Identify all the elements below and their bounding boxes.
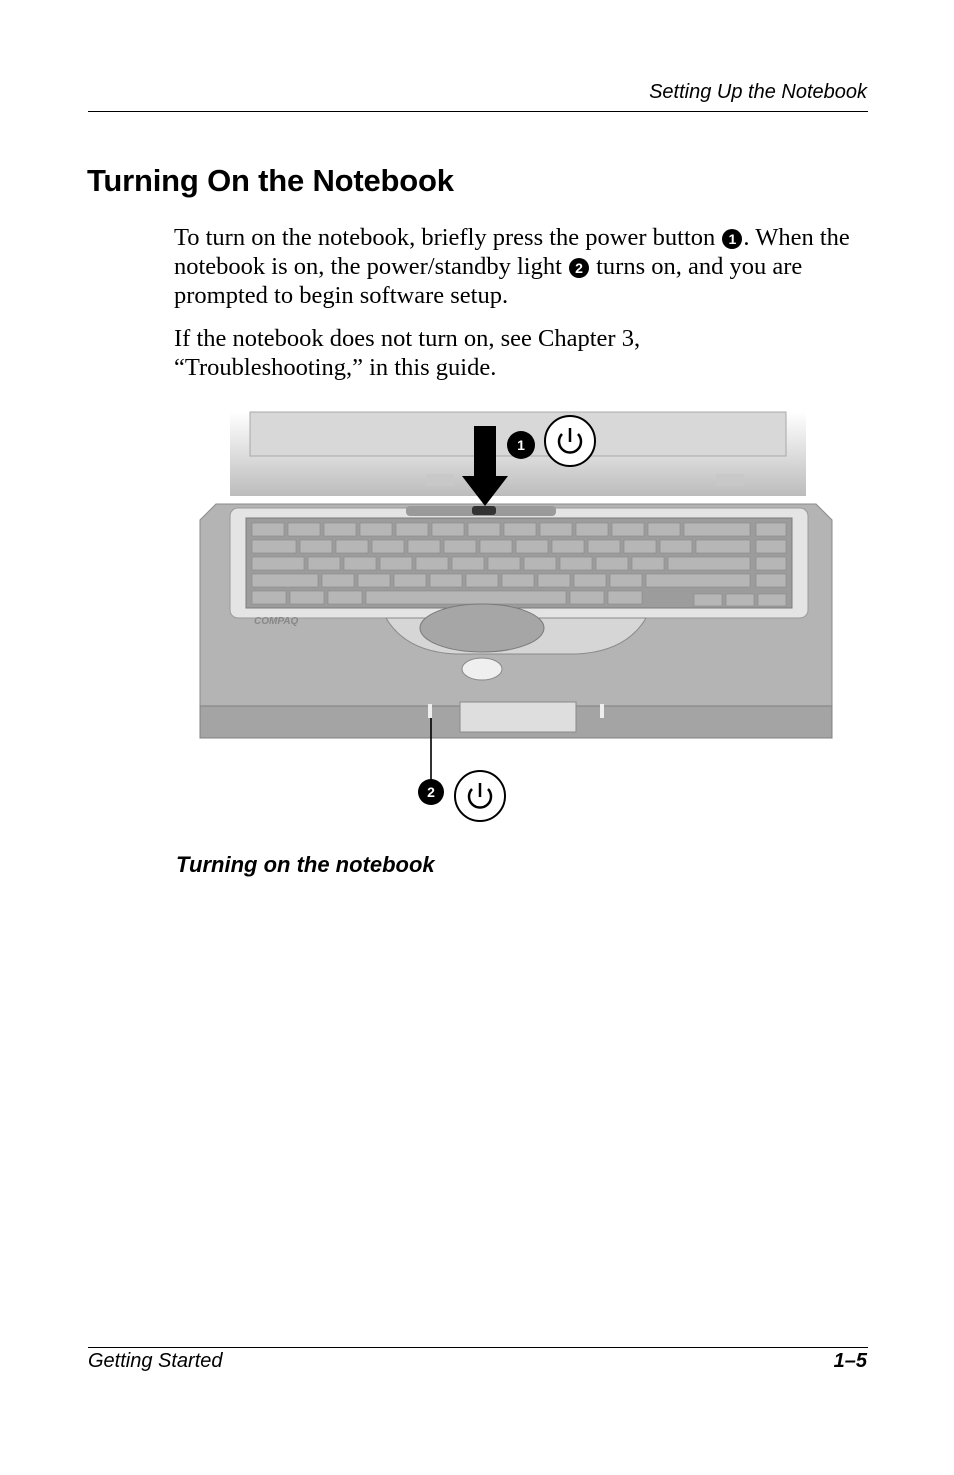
section-title: Turning On the Notebook <box>87 163 454 198</box>
notebook-illustration <box>196 408 838 828</box>
paragraph-power-on <box>174 223 874 310</box>
touchpad <box>420 604 544 652</box>
callout-1-ref: 1 <box>722 229 742 249</box>
footer-book-title: Getting Started <box>88 1350 223 1372</box>
page-number: 1–5 <box>833 1350 867 1372</box>
figure-caption: Turning on the notebook <box>176 852 435 877</box>
display-release-latch <box>460 702 576 732</box>
arrow-shaft <box>474 426 496 476</box>
callout-2-number: 2 <box>427 784 435 800</box>
paragraph-text: To turn on the notebook, briefly press the power button <box>174 224 722 251</box>
lid-latch-left <box>426 474 454 486</box>
power-standby-light <box>428 704 432 718</box>
callout-1-number: 1 <box>517 437 525 453</box>
paragraph-text: . When the notebook is on, the power/standby light <box>174 224 850 280</box>
battery-light <box>600 704 604 718</box>
paragraph-text: If the notebook does not turn on, see Chapter 3, “Troubleshooting,” in this guide. <box>174 325 641 381</box>
footer-rule <box>88 1347 868 1348</box>
power-button <box>472 506 496 515</box>
paragraph-troubleshooting <box>174 324 874 382</box>
notebook-figure <box>196 408 838 828</box>
brand-logo: COMPAQ <box>254 616 299 627</box>
header-rule <box>88 111 868 112</box>
lid-latch-right <box>716 474 744 486</box>
scroll-button <box>462 658 502 680</box>
running-header: Setting Up the Notebook <box>649 81 867 103</box>
paragraph-text: turns on, and you are prompted to begin software setup. <box>174 253 803 309</box>
callout-2-ref: 2 <box>569 258 589 278</box>
